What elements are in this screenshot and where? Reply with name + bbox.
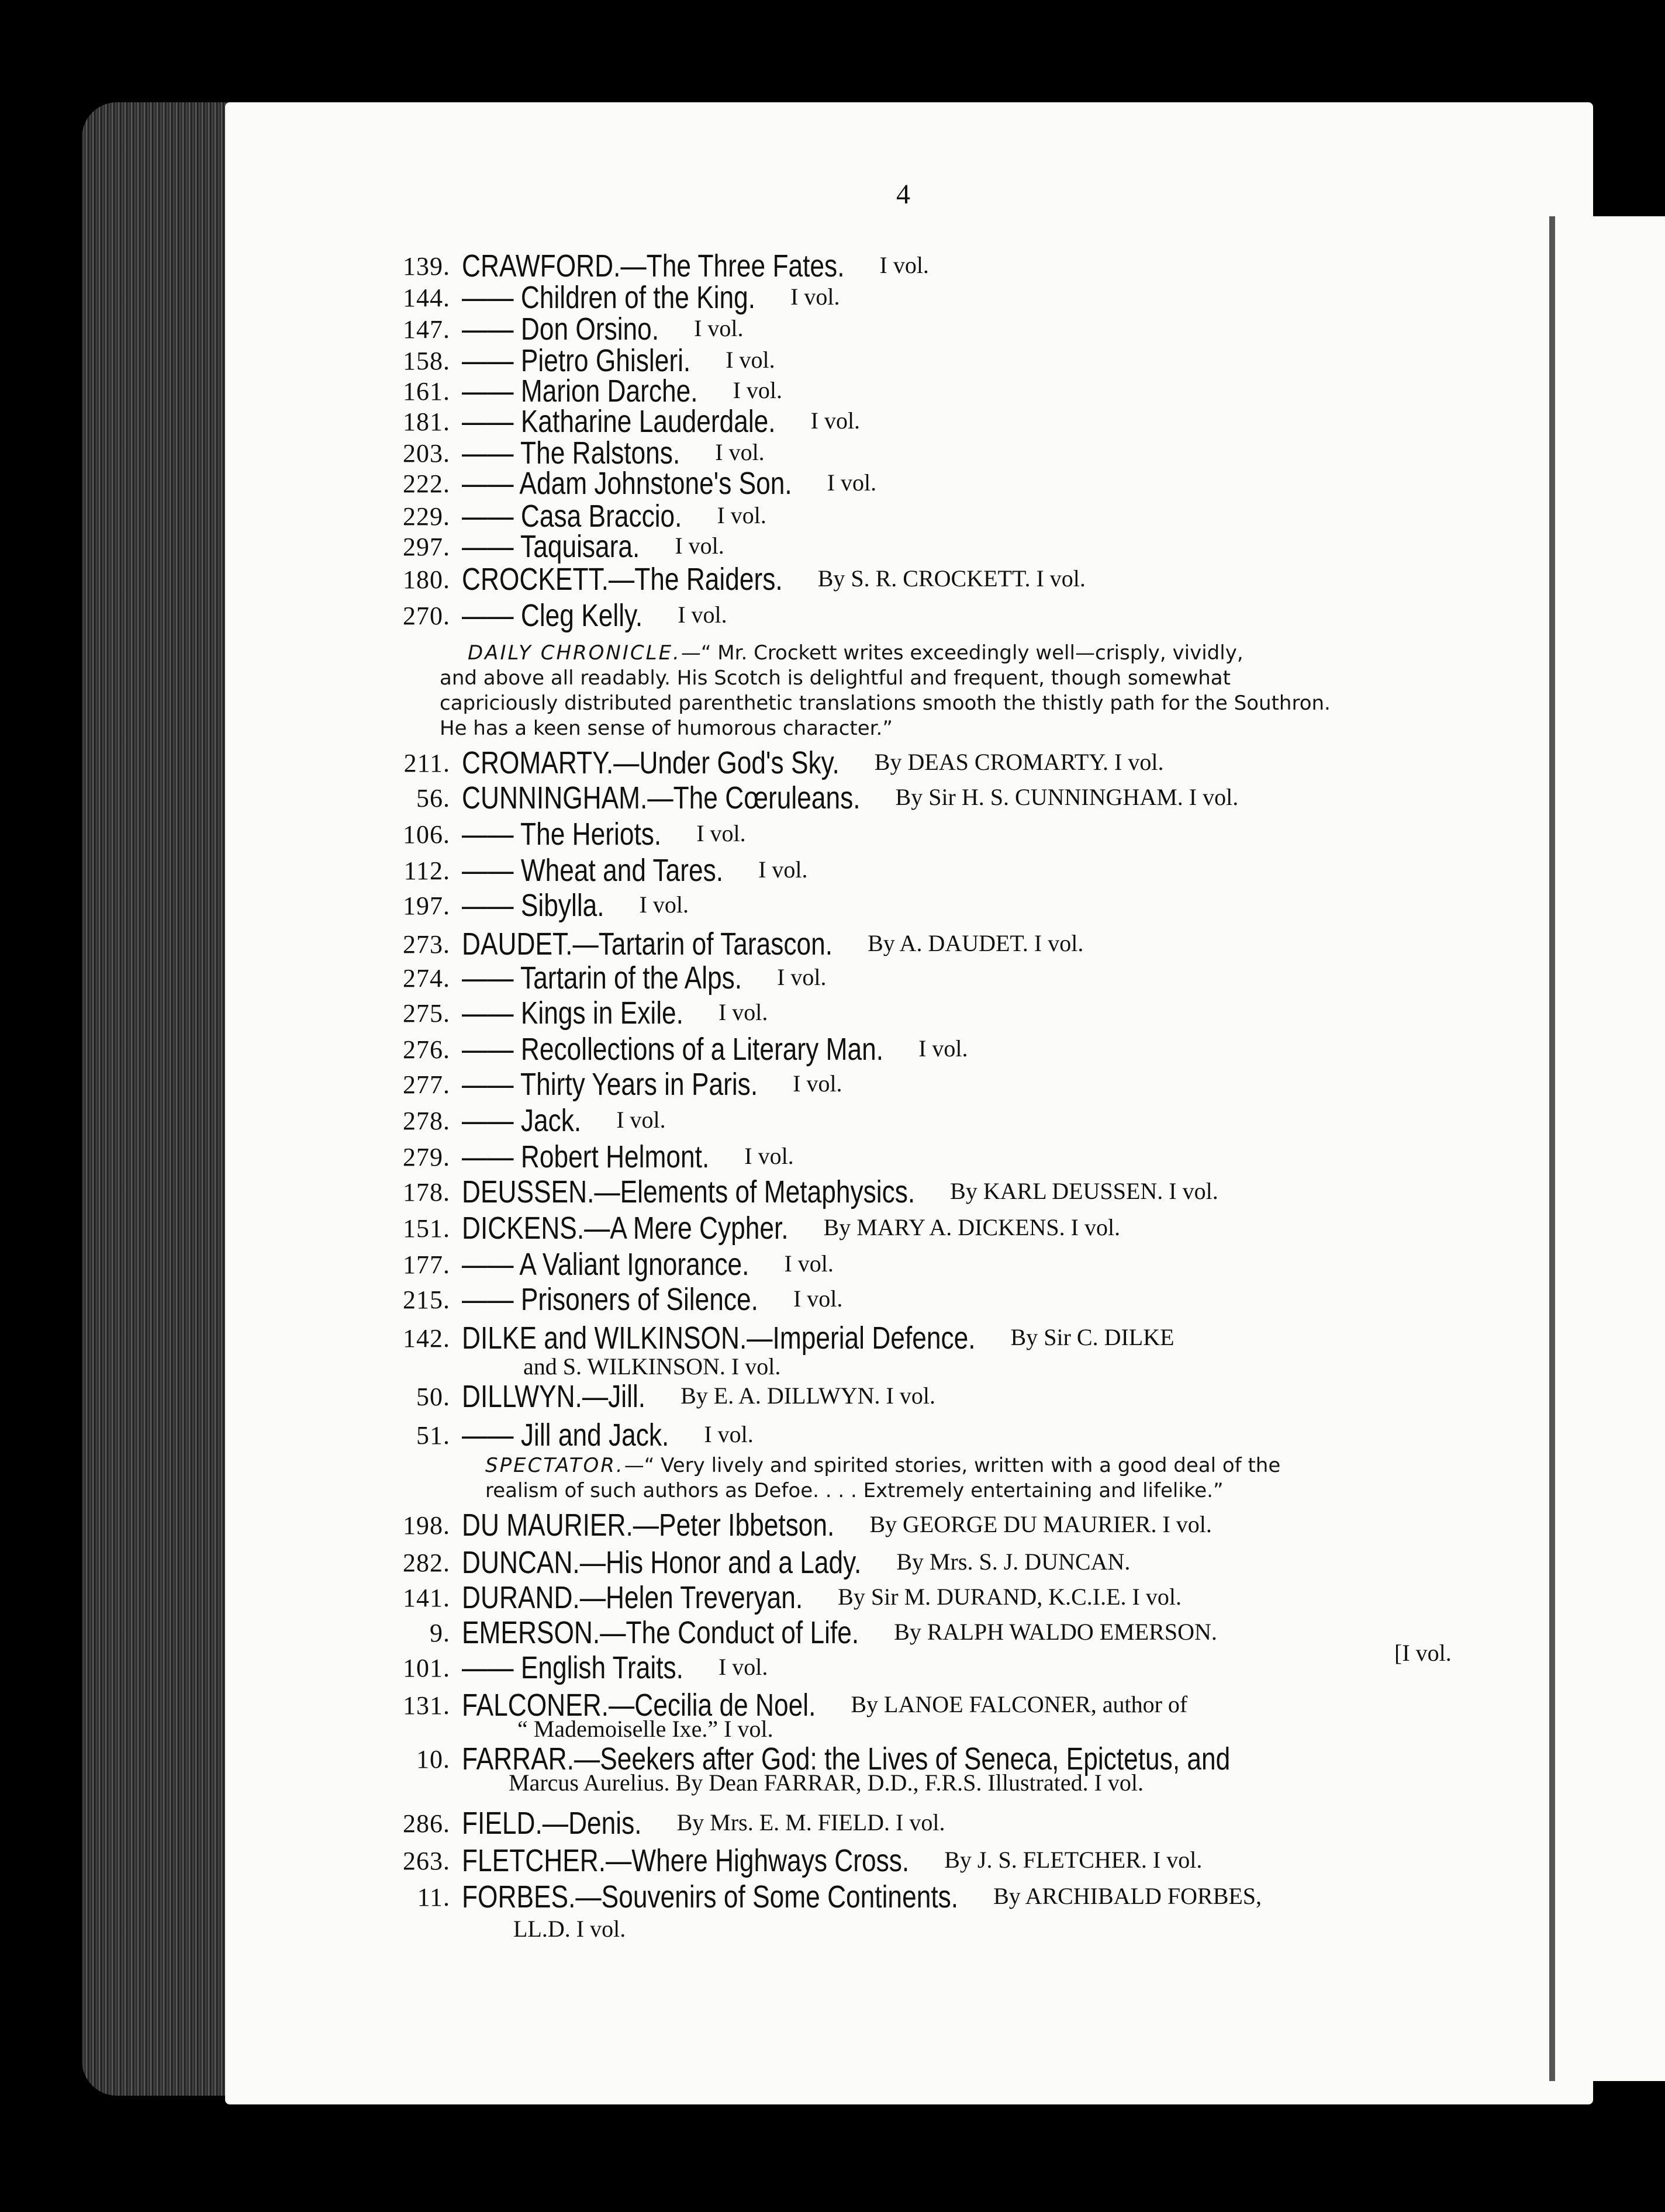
- entry-title: —— Pietro Ghisleri.: [462, 343, 691, 378]
- entry-detail: By ARCHIBALD FORBES,: [993, 1883, 1262, 1909]
- entry-title: DAUDET.—Tartarin of Tarascon.: [462, 927, 833, 962]
- entry-title: —— Adam Johnstone's Son.: [462, 466, 792, 501]
- entry-number: 276.: [403, 1035, 450, 1064]
- entry-number: 141.: [403, 1584, 450, 1612]
- entry-title: —— Casa Braccio.: [462, 499, 682, 534]
- continuation-dilke: and S. WILKINSON. I vol.: [523, 1353, 781, 1380]
- entry-detail: By KARL DEUSSEN. I vol.: [950, 1178, 1218, 1204]
- entry-detail: I vol.: [696, 820, 746, 846]
- entry-title: —— Kings in Exile.: [462, 996, 683, 1031]
- entry-detail: I vol.: [758, 856, 808, 883]
- continuation-emerson: [I vol.: [1394, 1640, 1452, 1666]
- entry-title: —— Children of the King.: [462, 280, 756, 315]
- entry-number: 147.: [403, 315, 450, 344]
- entry-number: 177.: [403, 1250, 450, 1279]
- entry-title: —— Prisoners of Silence.: [462, 1282, 758, 1317]
- entry-detail: I vol.: [616, 1107, 666, 1133]
- entry-title: CUNNINGHAM.—The Cœruleans.: [462, 780, 861, 815]
- entry-number: 229.: [403, 502, 450, 531]
- entry-number: 282.: [403, 1549, 450, 1577]
- entry-title: —— Wheat and Tares.: [462, 853, 724, 888]
- entry-title: CRAWFORD.—The Three Fates.: [462, 248, 845, 284]
- entry-detail: I vol.: [827, 469, 877, 496]
- entry-number: 56.: [416, 784, 450, 813]
- entry-number: 277.: [403, 1070, 450, 1099]
- quote-line: and above all readably. His Scotch is delightful and frequent, though somewhat: [440, 666, 1231, 690]
- entry-detail: I vol.: [733, 377, 782, 403]
- entry-number: 278.: [403, 1107, 450, 1135]
- entry-detail: I vol.: [718, 999, 768, 1025]
- entry-title: —— Jack.: [462, 1103, 582, 1138]
- entry-number: 273.: [403, 930, 450, 959]
- quote-line: He has a keen sense of humorous character.”: [440, 717, 893, 740]
- quote-source: SPECTATOR.: [485, 1454, 624, 1477]
- entry-number: 180.: [403, 565, 450, 594]
- entry-number: 203.: [403, 439, 450, 468]
- entry-title: —— Taquisara.: [462, 529, 640, 564]
- entry-number: 50.: [416, 1382, 450, 1411]
- entry-detail: I vol.: [810, 407, 861, 434]
- entry-number: 222.: [403, 469, 450, 498]
- entry-number: 161.: [403, 377, 450, 406]
- quote-line: —“ Very lively and spirited stories, written with a good deal of the: [624, 1454, 1281, 1477]
- entry-number: 274.: [403, 964, 450, 993]
- entry-detail: I vol.: [793, 1070, 842, 1097]
- entry-detail: I vol.: [793, 1285, 843, 1312]
- entry-number: 279.: [403, 1143, 450, 1171]
- entry-detail: By A. DAUDET. I vol.: [868, 930, 1084, 956]
- entry-detail: By Sir C. DILKE: [1010, 1324, 1175, 1350]
- entry-title: CROCKETT.—The Raiders.: [462, 562, 783, 597]
- entry-number: 106.: [403, 820, 450, 849]
- entry-number: 275.: [403, 999, 450, 1028]
- entry-title: DILKE and WILKINSON.—Imperial Defence.: [462, 1321, 976, 1356]
- entry-number: 181.: [403, 407, 450, 436]
- entry-number: 286.: [403, 1809, 450, 1838]
- entry-detail: By DEAS CROMARTY. I vol.: [874, 749, 1164, 775]
- entry-title: —— Katharine Lauderdale.: [462, 404, 776, 439]
- entry-title: FORBES.—Souvenirs of Some Continents.: [462, 1879, 959, 1914]
- entry-title: DUNCAN.—His Honor and a Lady.: [462, 1545, 862, 1580]
- entry-title: FARRAR.—Seekers after God: the Lives of Seneca, Epictetus, and: [462, 1741, 1231, 1776]
- entry-detail: By E. A. DILLWYN. I vol.: [680, 1382, 935, 1409]
- entry-title: —— The Ralstons.: [462, 436, 680, 471]
- entry-number: 158.: [403, 347, 450, 375]
- entry-title: DU MAURIER.—Peter Ibbetson.: [462, 1508, 835, 1543]
- entry-title: FALCONER.—Cecilia de Noel.: [462, 1688, 816, 1723]
- page-number: 4: [896, 179, 910, 210]
- entry-number: 197.: [403, 891, 450, 920]
- entry-title: DILLWYN.—Jill.: [462, 1379, 646, 1414]
- entry-detail: I vol.: [790, 284, 840, 310]
- entry-number: 178.: [403, 1178, 450, 1207]
- entry-detail: By S. R. CROCKETT. I vol.: [817, 565, 1086, 592]
- quote-line: realism of such authors as Defoe. . . . Extremely entertaining and lifelike.”: [485, 1479, 1224, 1502]
- entry-title: DEUSSEN.—Elements of Metaphysics.: [462, 1174, 916, 1209]
- entry-detail: I vol.: [675, 533, 724, 559]
- entry-detail: By MARY A. DICKENS. I vol.: [823, 1214, 1121, 1240]
- entry-detail: By GEORGE DU MAURIER. I vol.: [869, 1511, 1212, 1537]
- quote-source: DAILY CHRONICLE.: [468, 641, 681, 665]
- entry-title: —— Marion Darche.: [462, 374, 698, 409]
- entry-title: FLETCHER.—Where Highways Cross.: [462, 1843, 910, 1878]
- entry-number: 11.: [417, 1883, 450, 1912]
- entry-detail: I vol.: [639, 891, 689, 918]
- entry-number: 270.: [403, 602, 450, 630]
- entry-number: 211.: [403, 749, 450, 777]
- entry-detail: By Sir H. S. CUNNINGHAM. I vol.: [895, 784, 1239, 810]
- entry-number: 263.: [403, 1847, 450, 1875]
- entry-detail: I vol.: [784, 1250, 834, 1277]
- entry-title: EMERSON.—The Conduct of Life.: [462, 1615, 859, 1650]
- entry-number: 9.: [430, 1619, 450, 1647]
- entry-title: DURAND.—Helen Treveryan.: [462, 1580, 803, 1615]
- quote-line: capriciously distributed parenthetic translations smooth the thistly path for the Southron.: [440, 692, 1331, 715]
- entry-title: CROMARTY.—Under God's Sky.: [462, 745, 840, 780]
- entry-title: —— Robert Helmont.: [462, 1139, 710, 1174]
- entry-title: —— The Heriots.: [462, 817, 662, 852]
- entry-title: —— English Traits.: [462, 1650, 683, 1685]
- entry-number: 139.: [403, 252, 450, 281]
- entry-title: —— Tartarin of the Alps.: [462, 960, 742, 996]
- entry-number: 144.: [403, 284, 450, 312]
- entry-detail: By J. S. FLETCHER. I vol.: [944, 1847, 1203, 1873]
- entry-number: 131.: [403, 1691, 450, 1720]
- entry-number: 142.: [403, 1324, 450, 1353]
- entry-detail: I vol.: [918, 1035, 968, 1062]
- entry-detail: I vol.: [704, 1421, 754, 1447]
- entry-detail: I vol.: [694, 315, 744, 341]
- entry-number: 198.: [403, 1511, 450, 1540]
- entry-detail: I vol.: [726, 347, 775, 373]
- continuation-falconer: “ Mademoiselle Ixe.” I vol.: [517, 1716, 773, 1742]
- entry-number: 101.: [403, 1654, 450, 1682]
- entry-detail: I vol.: [744, 1143, 794, 1169]
- entry-detail: By LANOE FALCONER, author of: [851, 1691, 1188, 1717]
- entry-title: —— Don Orsino.: [462, 312, 659, 347]
- entry-detail: I vol.: [879, 252, 929, 278]
- entry-number: 51.: [416, 1421, 450, 1450]
- entry-detail: I vol.: [678, 602, 727, 628]
- entry-detail: By Sir M. DURAND, K.C.I.E. I vol.: [838, 1584, 1182, 1610]
- entry-title: —— Recollections of a Literary Man.: [462, 1032, 884, 1067]
- entry-detail: I vol.: [718, 1654, 768, 1680]
- entry-title: DICKENS.—A Mere Cypher.: [462, 1211, 789, 1246]
- entry-number: 151.: [403, 1214, 450, 1243]
- entry-detail: I vol.: [715, 439, 765, 465]
- continuation-farrar: Marcus Aurelius. By Dean FARRAR, D.D., F.R.S. Illustrated. I vol.: [509, 1769, 1144, 1796]
- entry-title: —— Sibylla.: [462, 888, 604, 923]
- entry-number: 112.: [403, 856, 450, 885]
- entry-detail: I vol.: [717, 502, 766, 528]
- entry-detail: By Mrs. S. J. DUNCAN.: [896, 1549, 1131, 1575]
- continuation-forbes: LL.D. I vol.: [513, 1916, 626, 1942]
- entry-detail: By RALPH WALDO EMERSON.: [894, 1619, 1217, 1645]
- entry-number: 215.: [403, 1285, 450, 1314]
- entry-title: FIELD.—Denis.: [462, 1806, 642, 1841]
- entry-number: 297.: [403, 533, 450, 561]
- entry-title: —— Cleg Kelly.: [462, 598, 643, 633]
- entry-title: —— Thirty Years in Paris.: [462, 1067, 758, 1102]
- entry-detail: By Mrs. E. M. FIELD. I vol.: [676, 1809, 945, 1836]
- entry-title: —— A Valiant Ignorance.: [462, 1247, 749, 1282]
- quote-line: —“ Mr. Crockett writes exceedingly well—crisply, vividly,: [680, 641, 1243, 665]
- entry-title: —— Jill and Jack.: [462, 1418, 669, 1453]
- entry-detail: I vol.: [777, 964, 827, 990]
- entry-number: 10.: [416, 1745, 450, 1774]
